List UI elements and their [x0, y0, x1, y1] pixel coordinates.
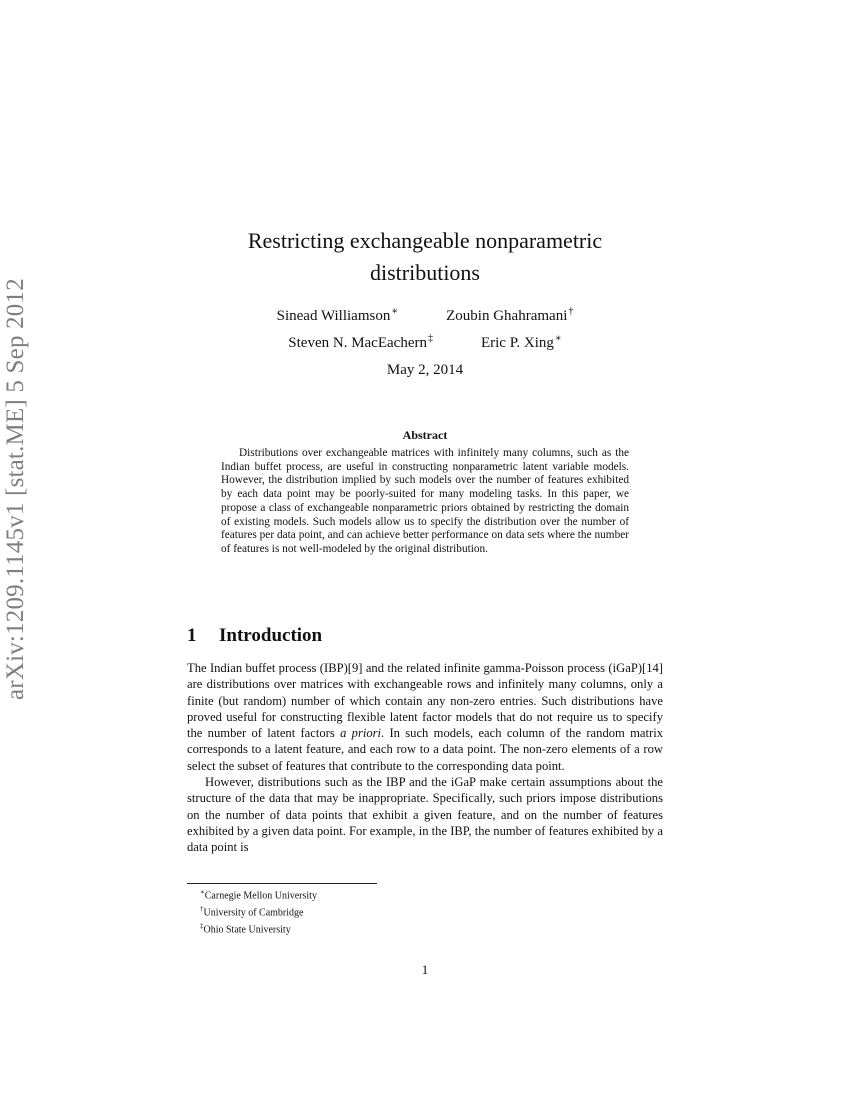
author-williamson	[277, 300, 399, 327]
footnote-text: University of Cambridge	[203, 907, 304, 919]
page-number: 1	[421, 962, 429, 977]
section-number: 1	[187, 625, 197, 646]
publication-date: May 2, 2014	[386, 362, 464, 378]
section-title: Introduction	[219, 625, 323, 646]
intro-paragraph-1-end: . In such models, each column of the random matrix corresponds to a latent feature, and each row to a data point. The non-zero elements of a row select the subset of features that contribute to the corresponding data point.	[187, 726, 663, 773]
footnotes	[200, 886, 317, 936]
intro-paragraph-2: However, distributions such as the IBP and the iGaP make certain assumptions about the structure of the data that may be inappropriate. Specifically, such priors impose distributions on the number of data points that exhibit a given feature, and on the number of features exhibited by a given data point. For example, in the IBP, the number of features exhibited by a data point is	[187, 775, 663, 855]
abstract-heading: Abstract	[402, 428, 448, 442]
author-xing	[481, 327, 562, 354]
arxiv-identifier-stamp: arXiv:1209.1145v1 [stat.ME] 5 Sep 2012	[2, 278, 29, 700]
affiliation-mark: †	[568, 306, 574, 317]
affiliation-mark: ∗	[554, 333, 562, 344]
affiliation-mark: ‡	[427, 333, 433, 344]
author-list	[200, 300, 650, 354]
introduction-body	[187, 660, 663, 856]
footnote-ohio-state	[200, 920, 317, 937]
footnote-text: Ohio State University	[203, 923, 291, 935]
author-name: Eric P. Xing	[480, 335, 554, 351]
author-name: Sinead Williamson	[276, 308, 391, 324]
affiliation-mark: ∗	[391, 306, 399, 317]
footnote-text: Carnegie Mellon University	[204, 890, 317, 902]
abstract-text: Distributions over exchangeable matrices with infinitely many columns, such as the Indian buffet process, are useful in constructing nonparametric latent variable models. However, the distribution implied by such models over the number of features exhibited by each data point may be poorly-suited for many modeling tasks. In this paper, we propose a class of exchangeable nonparametric priors obtained by restricting the domain of existing models. Such models allow us to specify the distribution over the number of features per data point, and can achieve better performance on data sets where the number of features is not well-modeled by the original distribution.	[221, 447, 629, 555]
intro-paragraph-1	[187, 660, 663, 774]
paper-title	[200, 225, 650, 289]
intro-paragraph-1-start: The Indian buffet process (IBP)[9] and the related infinite gamma-Poisson process (iGaP)[14] are distributions over matrices with exchangeable rows and infinitely many columns, only a finite (but random) number of which contain any non-zero entries. Such distributions have proved useful for constructing flexible latent factor models that do not require us to specify the number of latent factors	[187, 661, 663, 741]
footnote-mark: ‡	[200, 921, 204, 930]
author-name: Zoubin Ghahramani	[446, 308, 568, 324]
footnote-divider	[187, 883, 377, 884]
author-maceachern	[288, 327, 433, 354]
section-heading-introduction	[187, 625, 322, 647]
author-name: Steven N. MacEachern	[288, 335, 427, 351]
title-line-2: distributions	[369, 260, 480, 285]
title-line-1: Restricting exchangeable nonparametric	[247, 228, 603, 253]
author-row-2	[200, 327, 650, 354]
footnote-cambridge	[200, 903, 317, 920]
footnote-cmu	[200, 886, 317, 903]
footnote-mark: †	[200, 904, 204, 913]
footnote-mark: ∗	[200, 888, 205, 896]
author-ghahramani	[446, 300, 573, 327]
author-row-1	[200, 300, 650, 327]
emphasis-a-priori: a priori	[340, 726, 382, 741]
